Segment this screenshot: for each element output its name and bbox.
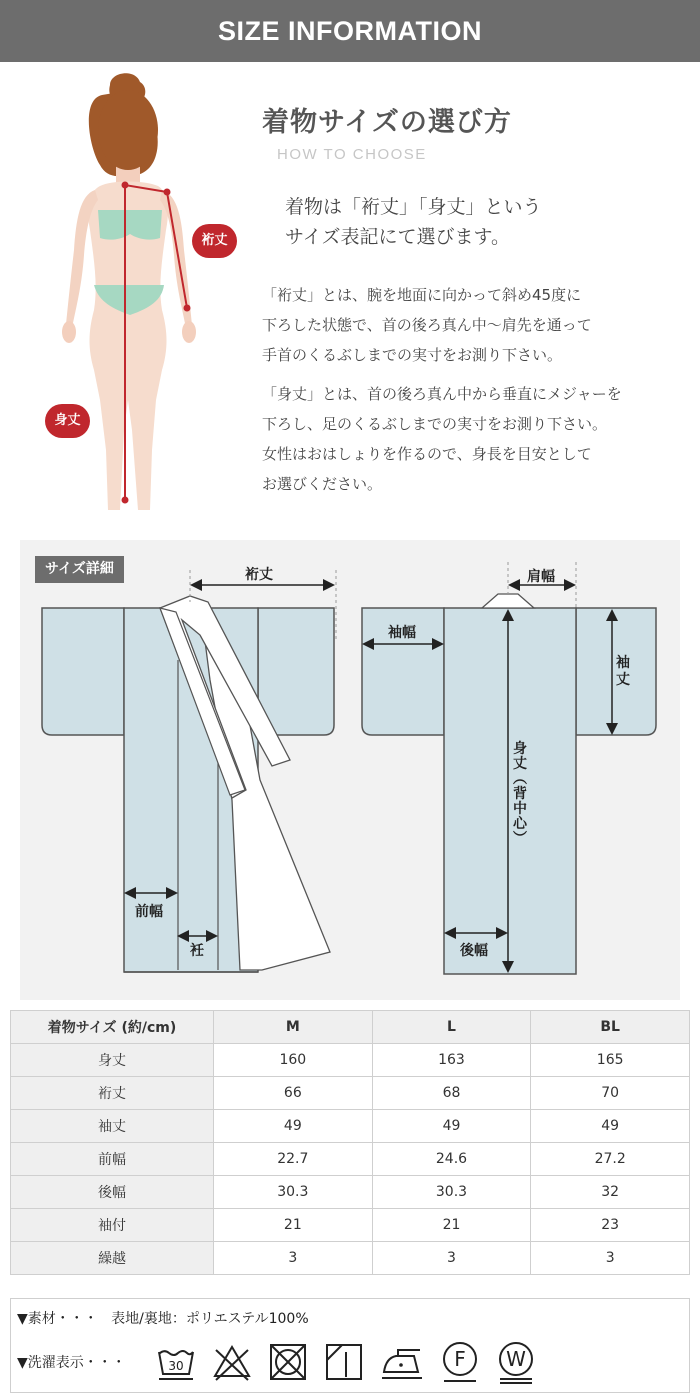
body-figure (40, 70, 240, 534)
description-line: お選びください。 (262, 475, 383, 493)
cell-value: 24.6 (372, 1143, 531, 1176)
material-value: 表地/裏地：ポリエステル100% (111, 1311, 309, 1327)
cell-value: 21 (372, 1209, 531, 1242)
body-illustration (40, 70, 240, 530)
kimono-diagram (0, 540, 700, 1000)
size-detail-badge: サイズ詳細 (35, 556, 124, 583)
cell-value: 66 (214, 1077, 373, 1110)
ushirohaba-diagram-label: 後幅 (460, 943, 488, 959)
iron-low-icon (380, 1342, 424, 1382)
mitake-marker-label: 身丈 (54, 413, 81, 428)
table-row (11, 1143, 690, 1176)
cell-value: 30.3 (214, 1176, 373, 1209)
mitake-char: ︵ (513, 771, 527, 787)
sodehaba-diagram-label: 袖幅 (388, 625, 416, 641)
size-table-header-row (11, 1011, 690, 1044)
cell-value: 27.2 (531, 1143, 690, 1176)
material-box (10, 1298, 690, 1336)
size-table-header: BL (531, 1011, 690, 1044)
wash-30-icon (156, 1342, 196, 1382)
row-label: 繰越 (11, 1242, 214, 1275)
description-line: 下ろした状態で、首の後ろ真ん中～肩先を通って (262, 316, 592, 334)
table-row (11, 1209, 690, 1242)
material-label: ▼素材・・・ (17, 1311, 98, 1327)
size-table-header: 着物サイズ (約/cm) (11, 1011, 214, 1044)
dry-clean-letter: F (454, 1347, 466, 1371)
lead-text (285, 192, 542, 252)
table-row (11, 1176, 690, 1209)
line-dry-shade-icon (324, 1342, 364, 1382)
mitake-char: ︶ (513, 831, 527, 847)
table-row (11, 1242, 690, 1275)
dry-clean-f-icon (440, 1340, 480, 1384)
cell-value: 70 (531, 1077, 690, 1110)
cell-value: 22.7 (214, 1143, 373, 1176)
cell-value: 49 (531, 1110, 690, 1143)
cell-value: 23 (531, 1209, 690, 1242)
yuki-marker-badge (192, 224, 237, 258)
mitake-char: 心 (513, 816, 527, 832)
description-line: 下ろし、足のくるぶしまでの実寸をお測り下さい。 (262, 415, 608, 433)
table-row (11, 1110, 690, 1143)
sodetake-char: 袖 (616, 655, 630, 671)
mitake-char: 中 (513, 801, 527, 817)
sodetake-char: 丈 (616, 672, 630, 688)
washing-box (10, 1334, 690, 1393)
cell-value: 68 (372, 1077, 531, 1110)
wet-clean-letter: W (506, 1347, 526, 1371)
washing-label: ▼洗濯表示・・・ (17, 1355, 126, 1371)
washing-icons (156, 1340, 536, 1384)
yuki-marker-label: 裄丈 (201, 233, 228, 248)
cell-value: 49 (214, 1110, 373, 1143)
section-subtitle: HOW TO CHOOSE (277, 146, 427, 163)
maehaba-diagram-label: 前幅 (135, 904, 163, 920)
row-label: 前幅 (11, 1143, 214, 1176)
size-table-header: M (214, 1011, 373, 1044)
size-table (10, 1010, 690, 1275)
description-line: 「身丈」とは、首の後ろ真ん中から垂直にメジャーを (262, 385, 622, 403)
no-bleach-icon (212, 1342, 252, 1382)
mitake-char: 身 (513, 741, 527, 757)
size-table-header: L (372, 1011, 531, 1044)
description-line: 女性はおはしょりを作るので、身長を目安として (262, 445, 592, 463)
mitake-marker-badge (45, 404, 90, 438)
row-label: 袖丈 (11, 1110, 214, 1143)
cell-value: 160 (214, 1044, 373, 1077)
lead-line: 着物は「裄丈」「身丈」という (285, 196, 542, 218)
table-row (11, 1077, 690, 1110)
mitake-char: 背 (513, 786, 527, 802)
yuki-description (262, 280, 592, 370)
description-line: 手首のくるぶしまでの実寸をお測り下さい。 (262, 346, 563, 364)
row-label: 袖付 (11, 1209, 214, 1242)
yuki-diagram-label: 裄丈 (245, 567, 273, 583)
row-label: 裄丈 (11, 1077, 214, 1110)
table-row (11, 1044, 690, 1077)
row-label: 後幅 (11, 1176, 214, 1209)
cell-value: 32 (531, 1176, 690, 1209)
wet-clean-w-icon (496, 1340, 536, 1384)
row-label: 身丈 (11, 1044, 214, 1077)
kimono-front-view (42, 570, 336, 972)
okumi-diagram-label: 衽 (190, 943, 204, 959)
cell-value: 49 (372, 1110, 531, 1143)
section-title: 着物サイズの選び方 (262, 107, 512, 138)
mitake-description (262, 379, 622, 499)
mitake-char: 丈 (513, 756, 527, 772)
cell-value: 3 (531, 1242, 690, 1275)
mitake-center-diagram-label (512, 742, 528, 847)
material-row (17, 1308, 309, 1328)
description-line: 「裄丈」とは、腕を地面に向かって斜め45度に (262, 286, 582, 304)
cell-value: 165 (531, 1044, 690, 1077)
sodetake-diagram-label (616, 655, 630, 689)
page-header (0, 0, 700, 62)
page-title: SIZE INFORMATION (218, 15, 482, 46)
lead-line: サイズ表記にて選びます。 (285, 226, 510, 248)
katahaba-diagram-label: 肩幅 (527, 569, 555, 585)
wash-temp-text: 30 (168, 1359, 184, 1373)
cell-value: 3 (372, 1242, 531, 1275)
no-tumble-dry-icon (268, 1342, 308, 1382)
cell-value: 30.3 (372, 1176, 531, 1209)
cell-value: 163 (372, 1044, 531, 1077)
cell-value: 21 (214, 1209, 373, 1242)
cell-value: 3 (214, 1242, 373, 1275)
